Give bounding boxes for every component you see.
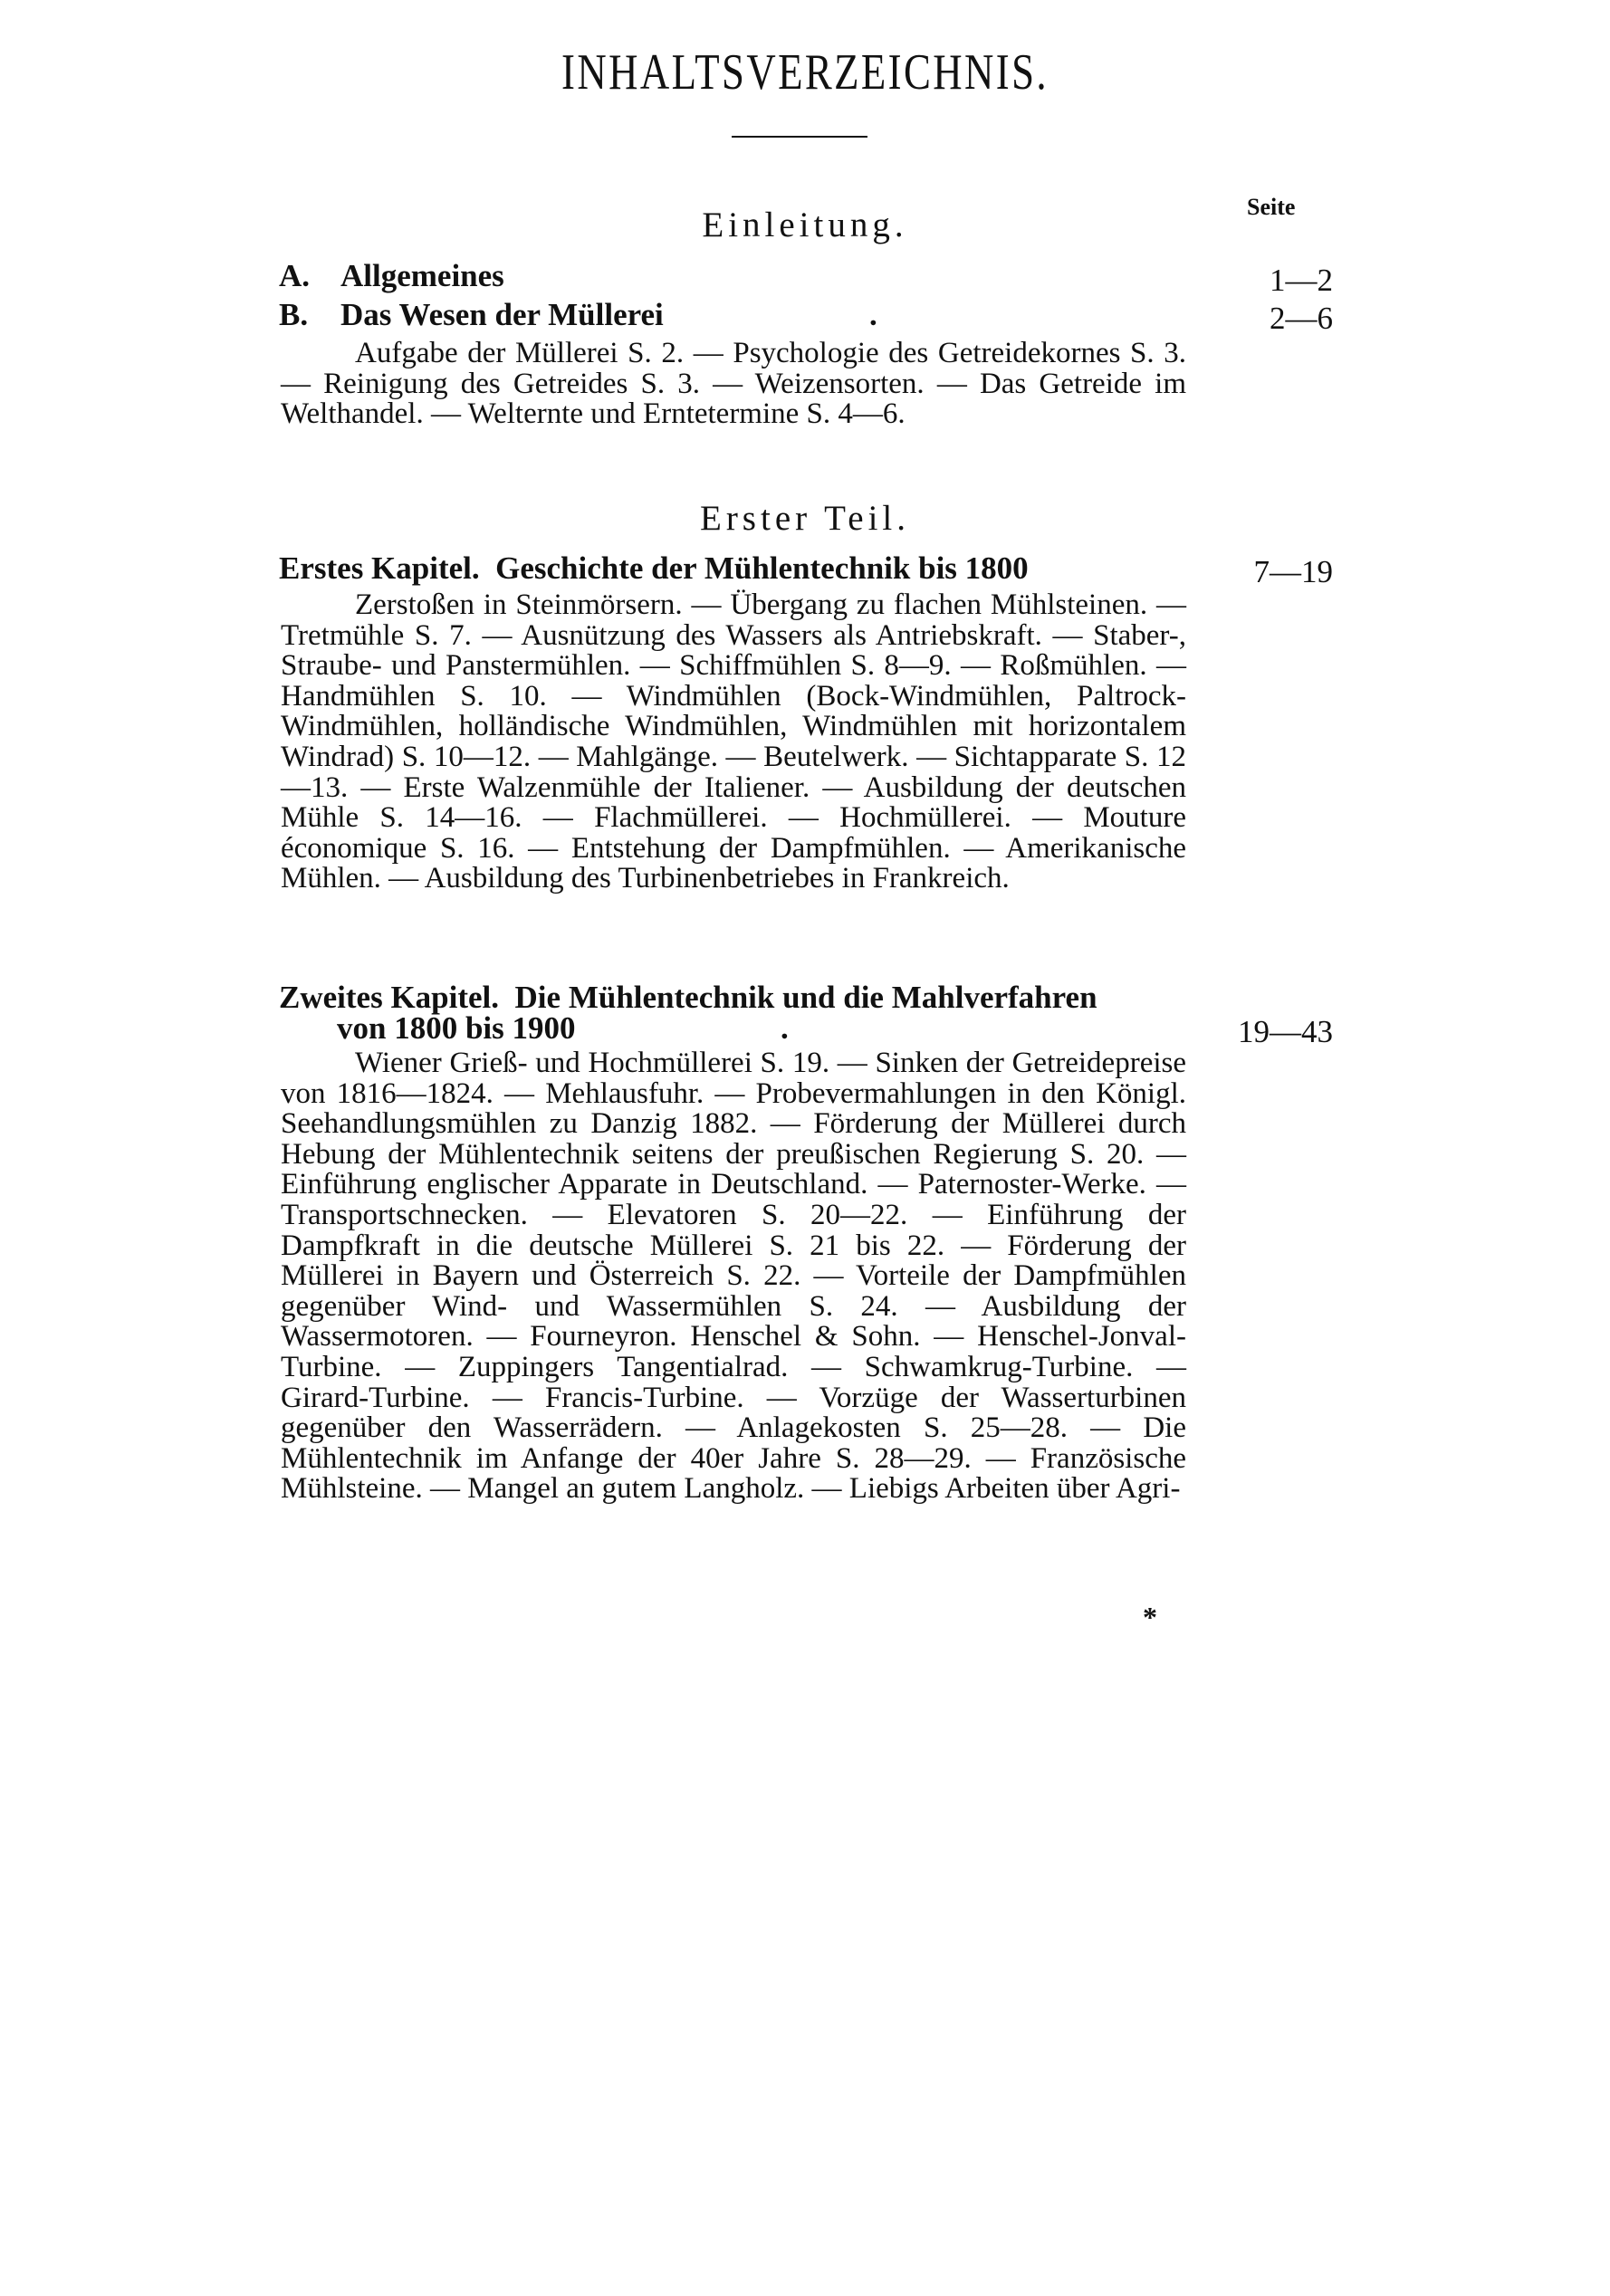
toc-chapter-1-summary: Zerstoßen in Steinmörsern. — Übergang zu flachen Mühlsteinen. — Tretmühle S. 7. — Ausnützung des Wassers als Antriebskraft. — Staber-, Straube- und Panstermühlen. — Schiffmühlen S. 8—9. — Roßmühlen. — Handmühlen S. 10. — Windmühlen (Bock-Windmühlen, Paltrock-Windmühlen, holländische Windmühlen, Windmühlen mit horizontalem Windrad) S. 10—12. — Mahlgänge. — Beutelwerk. — Sichtapparate S. 12—13. — Erste Walzenmühle der Italiener. — Ausbildung der deutschen Mühle S. 14—16. — Flachmüllerei. — Hochmüllerei. — Mouture économique S. 16. — Entstehung der Dampfmühlen. — Amerikanische Mühlen. — Ausbildung des Turbinenbetriebes in Frankreich.	[281, 588, 1186, 895]
toc-summary-b: Aufgabe der Müllerei S. 2. — Psychologie des Getreidekornes S. 3. — Reinigung des Getreides S. 3. — Weizensorten. — Das Getreide im Welthandel. — Welternte und Erntetermine S. 4—6.	[281, 337, 1186, 431]
section-heading-erster-teil: Erster Teil.	[700, 499, 910, 538]
toc-chapter-pages: 19—43	[1238, 1014, 1333, 1049]
toc-entry-letter: B.	[279, 297, 309, 332]
page-column-label: Seite	[1247, 194, 1296, 220]
section-heading-einleitung: Einleitung.	[702, 206, 908, 244]
toc-entry-a	[279, 258, 504, 294]
title-rule	[732, 136, 867, 138]
chapter-label: Erstes Kapitel.	[279, 550, 480, 586]
signature-mark: *	[1143, 1601, 1157, 1633]
toc-chapter-2-summary: Wiener Grieß- und Hochmüllerei S. 19. — Sinken der Getreidepreise von 1816—1824. — Mehlausfuhr. — Probevermahlungen in den Königl. Seehandlungsmühlen zu Danzig 1882. — Förderung der Müllerei durch Hebung der Mühlentechnik seitens der preußischen Regierung S. 20. — Einführung englischer Apparate in Deutschland. — Paternoster-Werke. — Transportschnecken. — Elevatoren S. 20—22. — Einführung der Dampfkraft in die deutsche Müllerei S. 21 bis 22. — Förderung der Müllerei in Bayern und Österreich S. 22. — Vorteile der Dampfmühlen gegenüber Wind- und Wassermühlen S. 24. — Ausbildung der Wassermotoren. — Fourneyron. Henschel & Sohn. — Henschel-Jonval-Turbine. — Zuppingers Tangentialrad. — Schwamkrug-Turbine. — Girard-Turbine. — Francis-Turbine. — Vorzüge der Wasserturbinen gegenüber den Wasserrädern. — Anlagekosten S. 25—28. — Die Mühlentechnik im Anfange der 40er Jahre S. 28—29. — Französische Mühlsteine. — Mangel an gutem Langholz. — Liebigs Arbeiten über Agri-	[281, 1047, 1186, 1506]
toc-entry-pages: 2—6	[1270, 301, 1333, 336]
toc-entry-pages: 1—2	[1270, 263, 1333, 298]
toc-entry-title: Allgemeines	[340, 258, 504, 293]
chapter-title: Die Mühlentechnik und die Mahlverfahren	[514, 980, 1097, 1015]
toc-chapter-pages: 7—19	[1253, 554, 1333, 589]
toc-entry-letter: A.	[279, 258, 311, 293]
toc-chapter-1	[279, 550, 1029, 587]
toc-entry-b	[279, 297, 664, 333]
chapter-title: Geschichte der Mühlentechnik bis 1800	[495, 550, 1029, 586]
page-title: INHALTSVERZEICHNIS.	[561, 44, 1049, 100]
chapter-label: Zweites Kapitel.	[279, 980, 500, 1015]
leader-dot: .	[781, 1010, 789, 1046]
toc-chapter-2-title-cont: von 1800 bis 1900	[337, 1010, 576, 1046]
leader-dot: .	[869, 297, 877, 332]
toc-entry-title: Das Wesen der Müllerei	[340, 297, 664, 332]
